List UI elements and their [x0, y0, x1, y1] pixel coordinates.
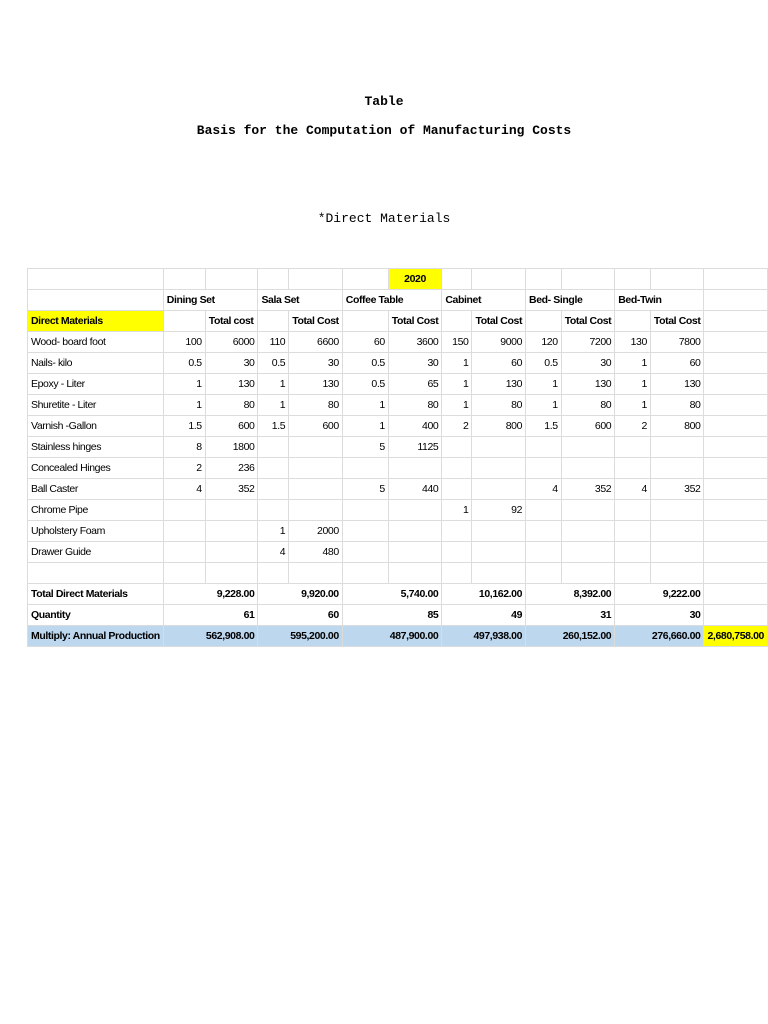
empty-cell: [258, 269, 289, 290]
empty-cell: [205, 269, 258, 290]
material-name: Concealed Hinges: [28, 458, 164, 479]
quantity-per-unit-cell: [258, 458, 289, 479]
empty-cell: [28, 269, 164, 290]
cost-cell: 130: [561, 374, 615, 395]
quantity-per-unit-cell: 1.5: [163, 416, 205, 437]
quantity-per-unit-cell: 0.5: [258, 353, 289, 374]
material-name: Nails- kilo: [28, 353, 164, 374]
year-row: [28, 269, 768, 290]
empty-cell: [526, 269, 562, 290]
empty-cell: [704, 332, 768, 353]
cost-cell: [472, 521, 526, 542]
annual-production-value: 276,660.00: [615, 626, 704, 647]
empty-cell: [526, 311, 562, 332]
total-direct-materials-value: 9,228.00: [163, 584, 258, 605]
quantity-per-unit-cell: [442, 542, 472, 563]
spacer-row: [28, 563, 768, 584]
quantity-per-unit-cell: [442, 521, 472, 542]
cost-cell: 30: [388, 353, 442, 374]
cost-cell: 80: [205, 395, 258, 416]
quantity-per-unit-cell: [258, 500, 289, 521]
material-name: Drawer Guide: [28, 542, 164, 563]
quantity-per-unit-cell: 1: [342, 416, 388, 437]
quantity-per-unit-cell: 0.5: [342, 353, 388, 374]
cost-cell: 80: [289, 395, 343, 416]
material-name: Chrome Pipe: [28, 500, 164, 521]
cost-cell: 600: [205, 416, 258, 437]
quantity-per-unit-cell: 4: [163, 479, 205, 500]
quantity-per-unit-cell: 2: [442, 416, 472, 437]
empty-cell: [342, 311, 388, 332]
quantity-value: 61: [163, 605, 258, 626]
material-row: [28, 542, 768, 563]
total-cost-label: Total Cost: [472, 311, 526, 332]
material-name: Varnish -Gallon: [28, 416, 164, 437]
quantity-per-unit-cell: 2: [615, 416, 651, 437]
total-cost-label: Total cost: [205, 311, 258, 332]
empty-cell: [704, 584, 768, 605]
cost-cell: 92: [472, 500, 526, 521]
empty-cell: [561, 563, 615, 584]
product-header: Cabinet: [442, 290, 526, 311]
quantity-per-unit-cell: 2: [163, 458, 205, 479]
cost-cell: [561, 500, 615, 521]
cost-cell: 1800: [205, 437, 258, 458]
quantity-per-unit-cell: [526, 500, 562, 521]
quantity-per-unit-cell: [526, 542, 562, 563]
cost-cell: [205, 542, 258, 563]
empty-cell: [704, 374, 768, 395]
empty-cell: [28, 290, 164, 311]
empty-cell: [704, 605, 768, 626]
empty-cell: [704, 437, 768, 458]
quantity-per-unit-cell: [615, 521, 651, 542]
annual-production-value: 497,938.00: [442, 626, 526, 647]
total-direct-materials-value: 5,740.00: [342, 584, 442, 605]
empty-cell: [526, 563, 562, 584]
cost-cell: [289, 437, 343, 458]
quantity-per-unit-cell: 4: [258, 542, 289, 563]
material-row: [28, 458, 768, 479]
empty-cell: [650, 563, 704, 584]
quantity-per-unit-cell: 4: [526, 479, 562, 500]
quantity-per-unit-cell: 1: [615, 395, 651, 416]
quantity-per-unit-cell: [258, 437, 289, 458]
quantity-per-unit-cell: 1.5: [526, 416, 562, 437]
empty-cell: [388, 563, 442, 584]
empty-cell: [205, 563, 258, 584]
cost-cell: [205, 500, 258, 521]
material-row: [28, 332, 768, 353]
material-name: Epoxy - Liter: [28, 374, 164, 395]
material-row: [28, 395, 768, 416]
cost-cell: 352: [561, 479, 615, 500]
material-name: Shuretite - Liter: [28, 395, 164, 416]
empty-cell: [442, 311, 472, 332]
quantity-per-unit-cell: [615, 500, 651, 521]
cost-cell: 7200: [561, 332, 615, 353]
cost-cell: [205, 521, 258, 542]
material-name: Upholstery Foam: [28, 521, 164, 542]
empty-cell: [258, 311, 289, 332]
empty-cell: [472, 269, 526, 290]
cost-cell: 80: [388, 395, 442, 416]
empty-cell: [704, 269, 768, 290]
cost-cell: [650, 500, 704, 521]
quantity-per-unit-cell: 0.5: [163, 353, 205, 374]
total-cost-label: Total Cost: [289, 311, 343, 332]
cost-cell: 6600: [289, 332, 343, 353]
material-row: [28, 353, 768, 374]
quantity-per-unit-cell: [526, 521, 562, 542]
material-row: [28, 479, 768, 500]
annual-production-value: 562,908.00: [163, 626, 258, 647]
cost-cell: [650, 542, 704, 563]
empty-cell: [615, 269, 651, 290]
empty-cell: [704, 290, 768, 311]
cost-cell: [650, 437, 704, 458]
total-direct-materials-value: 8,392.00: [526, 584, 615, 605]
annual-production-row: [28, 626, 768, 647]
quantity-per-unit-cell: 4: [615, 479, 651, 500]
cost-cell: 130: [472, 374, 526, 395]
cost-cell: [388, 458, 442, 479]
quantity-per-unit-cell: 5: [342, 479, 388, 500]
cost-cell: 600: [289, 416, 343, 437]
empty-cell: [342, 563, 388, 584]
cost-cell: 6000: [205, 332, 258, 353]
quantity-per-unit-cell: 1: [342, 395, 388, 416]
annual-production-value: 260,152.00: [526, 626, 615, 647]
cost-cell: [388, 500, 442, 521]
cost-cell: [561, 542, 615, 563]
quantity-per-unit-cell: 1.5: [258, 416, 289, 437]
quantity-per-unit-cell: 100: [163, 332, 205, 353]
quantity-per-unit-cell: 8: [163, 437, 205, 458]
cost-cell: 7800: [650, 332, 704, 353]
grand-total-value: 2,680,758.00: [704, 626, 768, 647]
empty-cell: [28, 563, 164, 584]
quantity-per-unit-cell: [163, 521, 205, 542]
cost-cell: [561, 458, 615, 479]
cost-cell: [289, 500, 343, 521]
page-subtitle: Basis for the Computation of Manufacturing Costs: [196, 123, 572, 138]
total-cost-header-row: [28, 311, 768, 332]
quantity-per-unit-cell: 1: [163, 395, 205, 416]
product-header: Sala Set: [258, 290, 342, 311]
empty-cell: [561, 269, 615, 290]
quantity-per-unit-cell: [342, 521, 388, 542]
empty-cell: [342, 269, 388, 290]
empty-cell: [163, 563, 205, 584]
annual-production-value: 595,200.00: [258, 626, 342, 647]
cost-cell: 3600: [388, 332, 442, 353]
quantity-per-unit-cell: 130: [615, 332, 651, 353]
quantity-per-unit-cell: 1: [526, 374, 562, 395]
cost-cell: 1125: [388, 437, 442, 458]
quantity-per-unit-cell: [442, 437, 472, 458]
cost-cell: 30: [289, 353, 343, 374]
quantity-per-unit-cell: 1: [258, 395, 289, 416]
cost-cell: 130: [289, 374, 343, 395]
cost-cell: [650, 458, 704, 479]
empty-cell: [704, 563, 768, 584]
empty-cell: [472, 563, 526, 584]
empty-cell: [704, 500, 768, 521]
empty-cell: [704, 521, 768, 542]
empty-cell: [704, 353, 768, 374]
product-header: Bed-Twin: [615, 290, 704, 311]
cost-cell: 80: [561, 395, 615, 416]
cost-cell: 400: [388, 416, 442, 437]
cost-cell: [472, 479, 526, 500]
quantity-value: 85: [342, 605, 442, 626]
quantity-value: 49: [442, 605, 526, 626]
quantity-per-unit-cell: 1: [442, 374, 472, 395]
cost-cell: [388, 542, 442, 563]
quantity-value: 30: [615, 605, 704, 626]
empty-cell: [615, 311, 651, 332]
cost-cell: [561, 521, 615, 542]
material-row: [28, 416, 768, 437]
empty-cell: [650, 269, 704, 290]
product-header: Bed- Single: [526, 290, 615, 311]
cost-cell: 440: [388, 479, 442, 500]
total-direct-materials-value: 9,222.00: [615, 584, 704, 605]
quantity-per-unit-cell: 0.5: [342, 374, 388, 395]
cost-cell: 30: [205, 353, 258, 374]
cost-cell: 80: [472, 395, 526, 416]
empty-cell: [442, 563, 472, 584]
material-row: [28, 521, 768, 542]
empty-cell: [289, 563, 343, 584]
cost-cell: [472, 542, 526, 563]
cost-cell: [289, 458, 343, 479]
material-row: [28, 437, 768, 458]
cost-cell: [388, 521, 442, 542]
empty-cell: [704, 311, 768, 332]
material-name: Wood- board foot: [28, 332, 164, 353]
product-header: Coffee Table: [342, 290, 442, 311]
quantity-per-unit-cell: [526, 437, 562, 458]
empty-cell: [704, 395, 768, 416]
quantity-per-unit-cell: [615, 437, 651, 458]
cost-cell: 2000: [289, 521, 343, 542]
total-direct-materials-row: [28, 584, 768, 605]
cost-cell: 600: [561, 416, 615, 437]
cost-cell: [289, 479, 343, 500]
empty-cell: [442, 269, 472, 290]
quantity-per-unit-cell: 5: [342, 437, 388, 458]
total-direct-materials-value: 9,920.00: [258, 584, 342, 605]
quantity-value: 60: [258, 605, 342, 626]
cost-cell: 130: [205, 374, 258, 395]
quantity-per-unit-cell: 1: [442, 395, 472, 416]
quantity-per-unit-cell: [258, 479, 289, 500]
empty-cell: [704, 416, 768, 437]
empty-cell: [258, 563, 289, 584]
cost-cell: [472, 437, 526, 458]
cost-cell: [561, 437, 615, 458]
quantity-per-unit-cell: 1: [258, 374, 289, 395]
product-header: Dining Set: [163, 290, 258, 311]
material-row: [28, 500, 768, 521]
quantity-per-unit-cell: [442, 479, 472, 500]
total-direct-materials-value: 10,162.00: [442, 584, 526, 605]
quantity-per-unit-cell: [615, 542, 651, 563]
cost-cell: 800: [472, 416, 526, 437]
cost-cell: 65: [388, 374, 442, 395]
cost-cell: 352: [650, 479, 704, 500]
quantity-per-unit-cell: [342, 542, 388, 563]
total-cost-label: Total Cost: [650, 311, 704, 332]
material-name: Stainless hinges: [28, 437, 164, 458]
cost-cell: 480: [289, 542, 343, 563]
quantity-per-unit-cell: [163, 500, 205, 521]
material-name: Ball Caster: [28, 479, 164, 500]
cost-cell: 800: [650, 416, 704, 437]
cost-cell: [472, 458, 526, 479]
quantity-value: 31: [526, 605, 615, 626]
section-heading: *Direct Materials: [317, 211, 451, 226]
quantity-per-unit-cell: [442, 458, 472, 479]
quantity-per-unit-cell: 60: [342, 332, 388, 353]
cost-cell: 60: [472, 353, 526, 374]
cost-cell: 30: [561, 353, 615, 374]
quantity-per-unit-cell: [526, 458, 562, 479]
page-title: Table: [364, 94, 404, 109]
quantity-per-unit-cell: [163, 542, 205, 563]
quantity-per-unit-cell: 1: [163, 374, 205, 395]
direct-materials-table: [27, 268, 768, 647]
quantity-per-unit-cell: 1: [258, 521, 289, 542]
annual-production-value: 487,900.00: [342, 626, 442, 647]
quantity-per-unit-cell: 110: [258, 332, 289, 353]
quantity-per-unit-cell: 1: [442, 500, 472, 521]
empty-cell: [704, 542, 768, 563]
year-cell: 2020: [388, 269, 442, 290]
direct-materials-label: Direct Materials: [28, 311, 164, 332]
quantity-per-unit-cell: 150: [442, 332, 472, 353]
material-row: [28, 374, 768, 395]
quantity-per-unit-cell: 1: [615, 353, 651, 374]
empty-cell: [704, 458, 768, 479]
empty-cell: [289, 269, 343, 290]
quantity-per-unit-cell: 1: [526, 395, 562, 416]
empty-cell: [163, 269, 205, 290]
annual-production-label: Multiply: Annual Production: [28, 626, 164, 647]
quantity-per-unit-cell: [342, 458, 388, 479]
quantity-per-unit-cell: 120: [526, 332, 562, 353]
cost-cell: 352: [205, 479, 258, 500]
quantity-per-unit-cell: 1: [442, 353, 472, 374]
empty-cell: [704, 479, 768, 500]
quantity-row: [28, 605, 768, 626]
empty-cell: [615, 563, 651, 584]
cost-cell: 236: [205, 458, 258, 479]
product-header-row: [28, 290, 768, 311]
empty-cell: [163, 311, 205, 332]
quantity-label: Quantity: [28, 605, 164, 626]
total-direct-materials-label: Total Direct Materials: [28, 584, 164, 605]
total-cost-label: Total Cost: [561, 311, 615, 332]
total-cost-label: Total Cost: [388, 311, 442, 332]
cost-cell: 60: [650, 353, 704, 374]
quantity-per-unit-cell: [615, 458, 651, 479]
quantity-per-unit-cell: [342, 500, 388, 521]
cost-cell: 80: [650, 395, 704, 416]
cost-cell: [650, 521, 704, 542]
cost-cell: 9000: [472, 332, 526, 353]
quantity-per-unit-cell: 1: [615, 374, 651, 395]
quantity-per-unit-cell: 0.5: [526, 353, 562, 374]
cost-cell: 130: [650, 374, 704, 395]
